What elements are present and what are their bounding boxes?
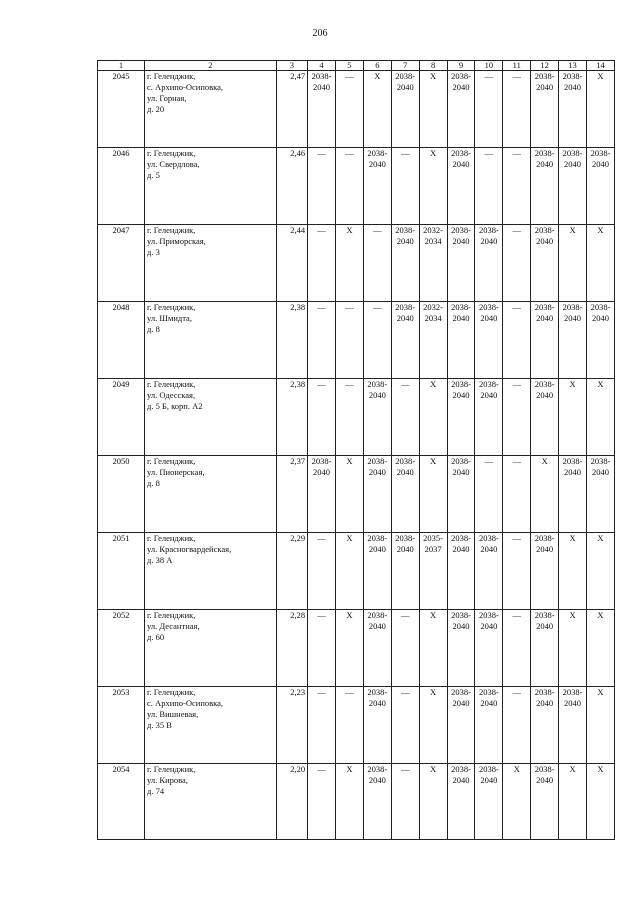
table-cell: —: [335, 379, 363, 456]
table-cell: X: [503, 764, 531, 840]
table-cell: 2038- 2040: [475, 610, 503, 687]
table-cell: 2038- 2040: [475, 302, 503, 379]
table-cell: —: [363, 302, 391, 379]
table-cell: X: [531, 456, 559, 533]
table-cell: X: [419, 148, 447, 225]
table-cell: —: [391, 379, 419, 456]
row-number: 2051: [98, 533, 145, 610]
table-cell: 2038- 2040: [559, 148, 587, 225]
table-cell: X: [419, 71, 447, 148]
table-cell: X: [335, 764, 363, 840]
area-value: 2,44: [276, 225, 307, 302]
table-cell: 2038- 2040: [363, 379, 391, 456]
table-cell: 2038- 2040: [363, 456, 391, 533]
table-cell: —: [391, 764, 419, 840]
table-cell: —: [503, 225, 531, 302]
table-cell: X: [335, 225, 363, 302]
table-row: [98, 687, 615, 764]
area-value: 2,23: [276, 687, 307, 764]
table-body: [98, 71, 615, 840]
table-cell: 2038- 2040: [559, 71, 587, 148]
table-cell: X: [587, 71, 615, 148]
table-cell: 2038- 2040: [447, 610, 475, 687]
row-number: 2049: [98, 379, 145, 456]
building-address: г. Геленджик, с. Архипо-Осиповка, ул. Вишневая, д. 35 В: [145, 687, 277, 764]
row-number: 2054: [98, 764, 145, 840]
table-cell: X: [335, 610, 363, 687]
table-cell: 2038- 2040: [475, 379, 503, 456]
table-cell: 2038- 2040: [531, 71, 559, 148]
table-row: [98, 610, 615, 687]
table-cell: 2032- 2034: [419, 225, 447, 302]
table-cell: —: [308, 379, 336, 456]
table-cell: 2038- 2040: [363, 148, 391, 225]
table-cell: 2038- 2040: [559, 302, 587, 379]
table-cell: —: [503, 302, 531, 379]
table-cell: —: [503, 379, 531, 456]
table-cell: 2038- 2040: [447, 302, 475, 379]
table-cell: 2038- 2040: [531, 610, 559, 687]
building-address: г. Геленджик, с. Архипо-Осиповка, ул. Горная, д. 20: [145, 71, 277, 148]
table-cell: 2032- 2034: [419, 302, 447, 379]
table-cell: —: [308, 148, 336, 225]
table-row: [98, 148, 615, 225]
table-cell: —: [335, 148, 363, 225]
column-header: 10: [475, 61, 503, 71]
table-cell: —: [308, 764, 336, 840]
table-cell: —: [308, 687, 336, 764]
table-cell: —: [503, 687, 531, 764]
table-cell: 2038- 2040: [531, 533, 559, 610]
table-row: [98, 71, 615, 148]
column-header: 7: [391, 61, 419, 71]
table-cell: —: [503, 456, 531, 533]
table-cell: 2038- 2040: [531, 764, 559, 840]
table-cell: 2038- 2040: [559, 456, 587, 533]
building-address: г. Геленджик, ул. Пионерская, д. 8: [145, 456, 277, 533]
table-cell: —: [503, 71, 531, 148]
table-cell: —: [475, 148, 503, 225]
table-cell: X: [559, 533, 587, 610]
table-cell: 2038- 2040: [447, 71, 475, 148]
table-cell: 2038- 2040: [475, 687, 503, 764]
table-cell: —: [391, 148, 419, 225]
table-cell: 2038- 2040: [447, 225, 475, 302]
table-cell: 2038- 2040: [363, 687, 391, 764]
table-cell: X: [587, 225, 615, 302]
table-header: [98, 61, 615, 71]
table-cell: 2038- 2040: [587, 456, 615, 533]
table-cell: X: [559, 379, 587, 456]
building-address: г. Геленджик, ул. Красногвардейская, д. 38 А: [145, 533, 277, 610]
table-cell: X: [559, 225, 587, 302]
column-header: 13: [559, 61, 587, 71]
area-value: 2,37: [276, 456, 307, 533]
table-cell: —: [335, 687, 363, 764]
table-cell: —: [475, 456, 503, 533]
table-cell: —: [308, 302, 336, 379]
table-cell: X: [419, 379, 447, 456]
column-header: 9: [447, 61, 475, 71]
table-cell: X: [559, 610, 587, 687]
row-number: 2052: [98, 610, 145, 687]
table-cell: X: [335, 533, 363, 610]
column-header: 8: [419, 61, 447, 71]
table-cell: —: [335, 71, 363, 148]
row-number: 2045: [98, 71, 145, 148]
table-cell: 2038- 2040: [475, 764, 503, 840]
area-value: 2,20: [276, 764, 307, 840]
table-cell: —: [391, 610, 419, 687]
row-number: 2048: [98, 302, 145, 379]
table-cell: X: [587, 379, 615, 456]
table-cell: —: [503, 533, 531, 610]
table-cell: X: [363, 71, 391, 148]
column-header: 4: [308, 61, 336, 71]
row-number: 2047: [98, 225, 145, 302]
column-header: 12: [531, 61, 559, 71]
row-number: 2053: [98, 687, 145, 764]
table-cell: —: [503, 610, 531, 687]
table-cell: —: [475, 71, 503, 148]
table-cell: 2038- 2040: [308, 456, 336, 533]
column-header: 1: [98, 61, 145, 71]
row-number: 2050: [98, 456, 145, 533]
table-cell: X: [419, 764, 447, 840]
column-header: 14: [587, 61, 615, 71]
building-address: г. Геленджик, ул. Шмидта, д. 8: [145, 302, 277, 379]
table-cell: X: [587, 610, 615, 687]
column-header: 11: [503, 61, 531, 71]
table-cell: X: [335, 456, 363, 533]
row-number: 2046: [98, 148, 145, 225]
table-cell: 2038- 2040: [447, 533, 475, 610]
table-row: [98, 225, 615, 302]
table-row: [98, 533, 615, 610]
table-cell: 2038- 2040: [363, 533, 391, 610]
table-cell: 2038- 2040: [531, 148, 559, 225]
table-cell: 2038- 2040: [475, 225, 503, 302]
table-cell: X: [419, 687, 447, 764]
table-cell: —: [391, 687, 419, 764]
table-cell: X: [559, 764, 587, 840]
table-cell: 2038- 2040: [447, 379, 475, 456]
building-address: г. Геленджик, ул. Свердлова, д. 5: [145, 148, 277, 225]
table-cell: X: [587, 764, 615, 840]
table-row: [98, 764, 615, 840]
table-cell: 2038- 2040: [391, 456, 419, 533]
table-cell: —: [363, 225, 391, 302]
area-value: 2,29: [276, 533, 307, 610]
table-cell: 2038- 2040: [391, 302, 419, 379]
table-cell: 2038- 2040: [447, 456, 475, 533]
table-row: [98, 456, 615, 533]
area-value: 2,47: [276, 71, 307, 148]
table-cell: 2038- 2040: [531, 687, 559, 764]
table-cell: 2038- 2040: [391, 71, 419, 148]
table-cell: 2038- 2040: [391, 533, 419, 610]
table-cell: 2038- 2040: [363, 764, 391, 840]
table-cell: —: [335, 302, 363, 379]
table-cell: 2038- 2040: [447, 764, 475, 840]
area-value: 2,38: [276, 302, 307, 379]
table-cell: 2038- 2040: [531, 302, 559, 379]
table-cell: 2038- 2040: [447, 687, 475, 764]
table-cell: —: [308, 225, 336, 302]
building-address: г. Геленджик, ул. Кирова, д. 74: [145, 764, 277, 840]
column-header: 6: [363, 61, 391, 71]
area-value: 2,28: [276, 610, 307, 687]
header-row: [98, 61, 615, 71]
column-header: 2: [145, 61, 277, 71]
table-cell: —: [503, 148, 531, 225]
table-cell: 2038- 2040: [391, 225, 419, 302]
table-cell: 2038- 2040: [363, 610, 391, 687]
area-value: 2,38: [276, 379, 307, 456]
building-address: г. Геленджик, ул. Десантная, д. 60: [145, 610, 277, 687]
register-table: [97, 60, 615, 840]
table-cell: 2038- 2040: [559, 687, 587, 764]
column-header: 3: [276, 61, 307, 71]
table-cell: X: [587, 687, 615, 764]
building-address: г. Геленджик, ул. Одесская, д. 5 Б, корп. А2: [145, 379, 277, 456]
table-cell: —: [308, 533, 336, 610]
table-cell: 2038- 2040: [531, 379, 559, 456]
page-number: 206: [312, 28, 328, 39]
building-address: г. Геленджик, ул. Приморская, д. 3: [145, 225, 277, 302]
table-cell: 2038- 2040: [587, 148, 615, 225]
table-cell: 2038- 2040: [308, 71, 336, 148]
area-value: 2,46: [276, 148, 307, 225]
table-cell: 2038- 2040: [587, 302, 615, 379]
table-cell: —: [308, 610, 336, 687]
table-cell: 2038- 2040: [531, 225, 559, 302]
table-cell: X: [587, 533, 615, 610]
column-header: 5: [335, 61, 363, 71]
table-cell: 2038- 2040: [447, 148, 475, 225]
table-cell: X: [419, 456, 447, 533]
table-row: [98, 379, 615, 456]
table-cell: X: [419, 610, 447, 687]
table-row: [98, 302, 615, 379]
table-cell: 2038- 2040: [475, 533, 503, 610]
table-cell: 2035- 2037: [419, 533, 447, 610]
